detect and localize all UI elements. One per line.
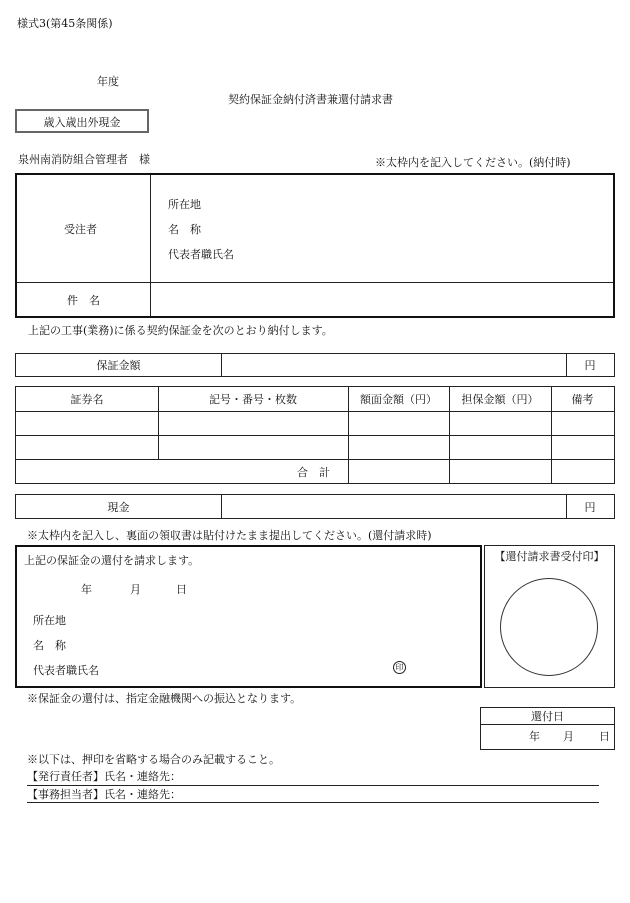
form-id: 様式3(第45条関係) [17,17,113,30]
year-label: 年度 [97,75,119,88]
total-label: 合 計 [297,466,330,479]
divider [16,459,614,460]
divider [16,411,614,412]
header-cell: 担保金額（円） [461,393,539,406]
stamp-circle-icon [500,578,598,676]
note-refund: ※太枠内を記入し、裏面の領収書は貼付けたまま提出してください。(還付請求時) [27,529,432,542]
transfer-note: ※保証金の還付は、指定金融機関への振込となります。 [27,692,302,705]
seal-mark-icon: 印 [393,661,406,674]
contractor-rep-label: 代表者職氏名 [168,248,234,261]
addressee: 泉州南消防組合管理者 様 [18,153,150,166]
refund-address-label: 所在地 [33,614,66,627]
header-cell: 記号・番号・枚数 [209,393,297,406]
issuer-line: 【発行責任者】氏名・連絡先： [27,770,181,783]
refund-year: 年 [81,583,92,596]
refund-month: 月 [130,583,141,596]
refund-name-label: 名 称 [33,639,66,652]
stamp-box [484,545,615,688]
header-cell: 額面金額（円） [360,393,437,406]
refund-date-label: 還付日 [531,710,564,723]
note-payment: ※太枠内を記入してください。(納付時) [375,156,571,169]
deposit-unit: 円 [584,359,596,372]
cash-row [15,494,615,519]
cash-unit: 円 [584,501,596,514]
divider [150,175,151,316]
statement: 上記の工事(業務)に係る契約保証金を次のとおり納付します。 [28,324,333,337]
contractor-label: 受注者 [64,223,97,236]
page-title: 契約保証金納付済書兼還付請求書 [228,93,393,106]
category-badge-label: 歳入歳出外現金 [43,116,121,129]
cash-label: 現金 [107,501,130,514]
divider [481,724,614,725]
seal-omit-note: ※以下は、押印を省略する場合のみ記載すること。 [27,753,280,766]
divider [221,354,222,376]
divider [17,282,613,283]
refund-date-day: 日 [599,730,610,743]
deposit-label: 保証金額 [96,359,141,372]
issuer-underline [27,785,599,786]
header-cell: 備考 [571,393,594,406]
subject-label: 件 名 [67,294,100,307]
refund-rep-label: 代表者職氏名 [33,664,99,677]
divider [16,435,614,436]
refund-box [15,545,482,688]
refund-date-month: 月 [563,730,574,743]
contractor-address-label: 所在地 [168,198,201,211]
staff-underline [27,802,599,803]
refund-date-box [480,707,615,750]
refund-request-text: 上記の保証金の還付を請求します。 [24,554,200,567]
stamp-box-label: 【還付請求書受付印】 [494,550,605,563]
refund-day: 日 [176,583,187,596]
header-cell: 証券名 [70,393,104,406]
staff-line: 【事務担当者】氏名・連絡先： [27,788,181,801]
refund-date-year: 年 [529,730,540,743]
contractor-name-label: 名 称 [168,223,201,236]
securities-table [15,386,615,484]
divider [221,495,222,518]
deposit-row [15,353,615,377]
contractor-box [15,173,615,318]
category-badge [15,109,149,133]
